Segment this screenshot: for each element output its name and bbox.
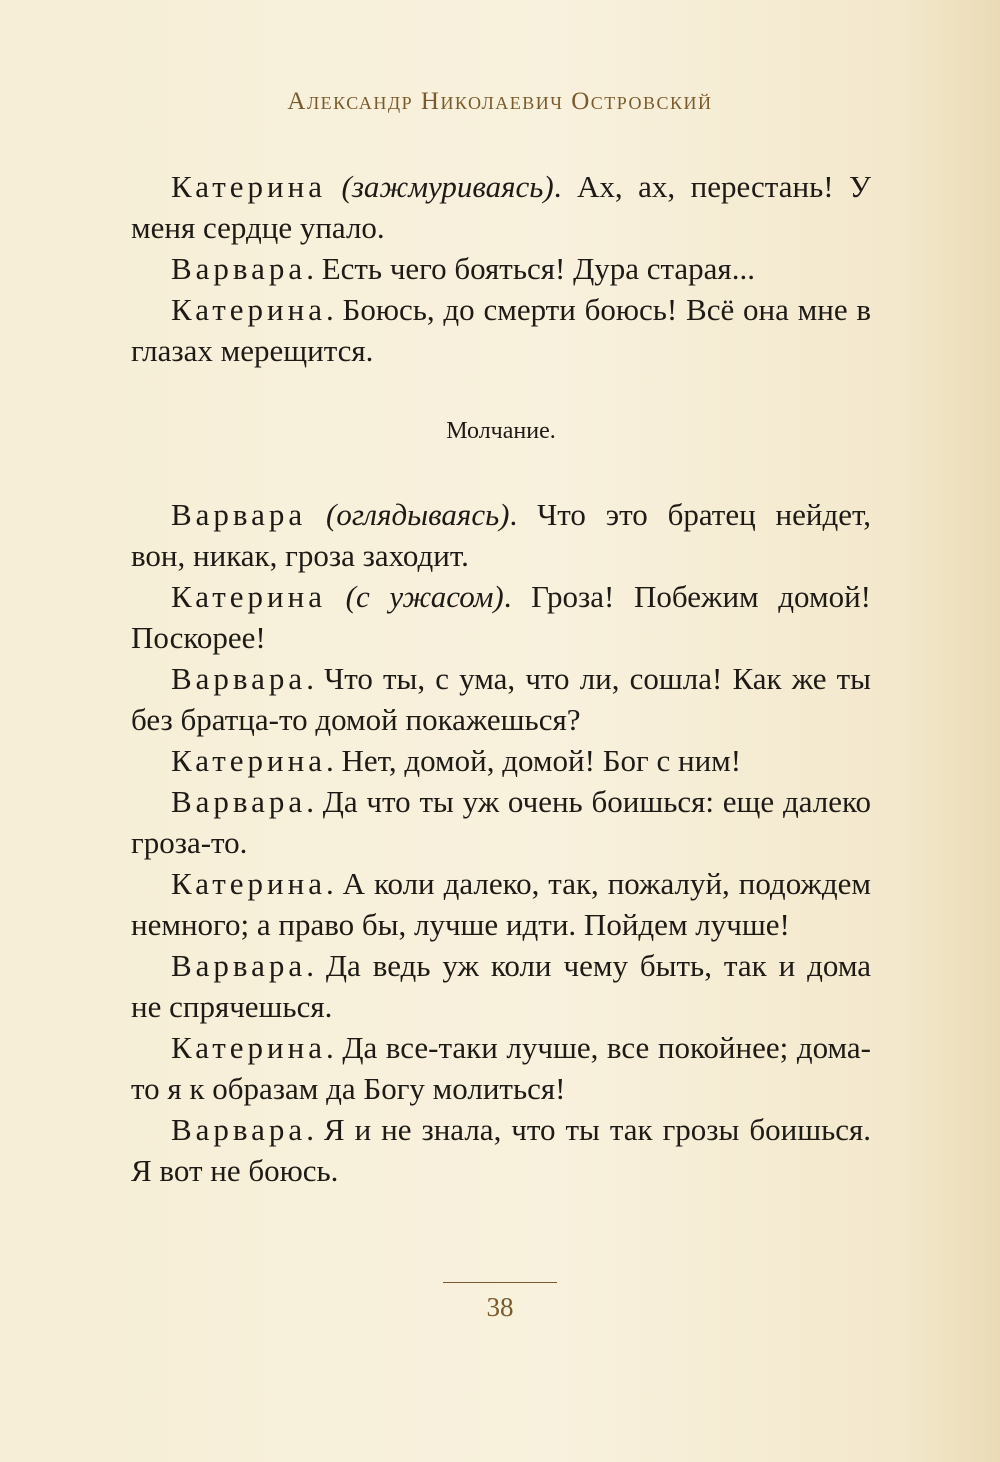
speaker-name: Катерина <box>171 743 326 778</box>
dialogue-line <box>131 494 871 576</box>
line-text: . Нет, домой, домой! Бог с ним! <box>325 743 742 778</box>
line-text: . А коли далеко, так, пожалуй, подождем немного; а право бы, лучше идти. Пойдем лучше! <box>131 866 871 942</box>
dialogue-line <box>131 248 871 289</box>
line-text: . Есть чего бояться! Дура старая... <box>306 251 755 286</box>
dialogue-line <box>131 166 871 248</box>
speaker-name: Варвара <box>171 784 307 819</box>
line-text: . Да ведь уж коли чему быть, так и дома не спрячешься. <box>131 948 871 1024</box>
dialogue-line <box>131 1027 871 1109</box>
running-head: Александр Николаевич Островский <box>287 88 713 115</box>
page-number: 38 <box>486 1292 514 1322</box>
stage-remark: (зажмуриваясь) <box>341 169 554 204</box>
dialogue-line <box>131 658 871 740</box>
speaker-name: Катерина <box>171 866 326 901</box>
play-text <box>131 166 871 1191</box>
speaker-name: Варвара <box>171 497 307 532</box>
dialogue-line <box>131 740 871 781</box>
dialogue-line <box>131 1109 871 1191</box>
line-text: . Что ты, с ума, что ли, сошла! Как же ты без братца-то домой покажешься? <box>131 661 871 737</box>
line-text: . Я и не знала, что ты так грозы боишься. Я вот не боюсь. <box>131 1112 871 1188</box>
speaker-name: Катерина <box>171 169 326 204</box>
stage-direction: Молчание. <box>446 418 556 444</box>
line-text: . Боюсь, до смерти боюсь! Всё она мне в глазах мерещится. <box>131 292 871 368</box>
line-text: . Что это братец нейдет, вон, никак, гроза заходит. <box>131 497 871 573</box>
speaker-name: Катерина <box>171 579 326 614</box>
footer-rule <box>443 1282 557 1283</box>
speaker-name: Катерина <box>171 292 326 327</box>
speaker-name: Варвара <box>171 251 307 286</box>
stage-remark: (с ужасом) <box>345 579 504 614</box>
line-text: . Да все-таки лучше, все покойнее; дома-то я к образам да Богу молиться! <box>131 1030 871 1106</box>
speaker-name: Катерина <box>171 1030 326 1065</box>
speaker-name: Варвара <box>171 1112 307 1147</box>
line-text: . Да что ты уж очень боишься: еще далеко гроза-то. <box>131 784 871 860</box>
line-text: . Гроза! Побежим домой! Поскорее! <box>131 579 871 655</box>
dialogue-line <box>131 781 871 863</box>
dialogue-line <box>131 945 871 1027</box>
dialogue-line <box>131 863 871 945</box>
speaker-name: Варвара <box>171 948 307 983</box>
dialogue-line <box>131 576 871 658</box>
stage-remark: (оглядываясь) <box>326 497 510 532</box>
speaker-name: Варвара <box>171 661 307 696</box>
dialogue-line <box>131 289 871 371</box>
line-text: . Ах, ах, перестань! У меня сердце упало. <box>131 169 871 245</box>
